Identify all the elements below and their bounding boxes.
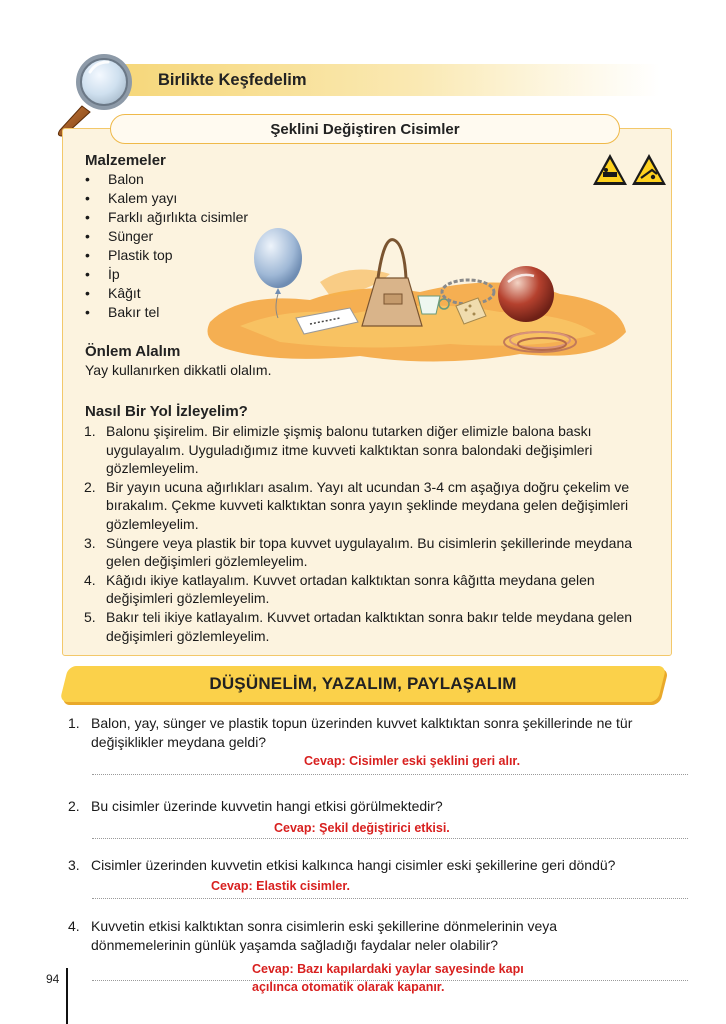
procedure-step: 1. Balonu şişirelim. Bir elimizle şişmiş balonu tutarken diğer elimizle balona baskı uygulayalım. Uyguladığımız itme kuvveti kalktıktan sonra balondaki değişimleri gözlemleyelim. — [84, 423, 593, 477]
answer-3: Cevap: Elastik cisimler. — [211, 879, 350, 893]
procedure-step: 2. Bir yayın ucuna ağırlıkları asalım. Yayı alt ucundan 3-4 cm aşağıya doğru çekelim ve bırakalım. Çekme kuvveti kalktıktan sonra yayın şeklinde meydana gelen değişimleri gözlemleyelim. — [84, 478, 630, 532]
answer-1: Cevap: Cisimler eski şeklini geri alır. — [304, 754, 521, 768]
answer-line — [92, 774, 688, 775]
procedure-step: 3. Süngere veya plastik bir topa kuvvet uygulayalım. Bu cisimlerin şekillerinde meydana gelen değişimleri gözlemleyelim. — [84, 534, 633, 570]
question-1: 1. Balon, yay, sünger ve plastik topun üzerinden kuvvet kalktıktan sonra şekillerinde ne tür değişiklikler meydana geldi? — [68, 715, 633, 750]
material-item: • Kâğıt — [85, 284, 248, 303]
material-item: • Kalem yayı — [85, 189, 248, 208]
material-item: • Farklı ağırlıkta cisimler — [85, 208, 248, 227]
answer-2: Cevap: Şekil değiştirici etkisi. — [274, 821, 450, 835]
material-item: • Sünger — [85, 227, 248, 246]
caution-warning-icon — [593, 154, 627, 185]
discussion-banner-title: DÜŞÜNELİM, YAZALIM, PAYLAŞALIM — [209, 674, 517, 693]
caution-text: Yay kullanırken dikkatli olalım. — [85, 362, 272, 378]
safety-warning-icon — [632, 154, 666, 185]
caution-heading: Önlem Alalım — [85, 343, 181, 360]
procedure-heading: Nasıl Bir Yol İzleyelim? — [85, 403, 248, 420]
plastic-ball-icon — [498, 266, 554, 322]
material-item: • Balon — [85, 170, 248, 189]
question-3: 3. Cisimler üzerinden kuvvetin etkisi kalkınca hangi cisimler eski şekillerine geri döndü? — [68, 857, 616, 873]
procedure-steps — [84, 422, 664, 645]
material-item: • Bakır tel — [85, 303, 248, 322]
materials-heading: Malzemeler — [85, 152, 166, 169]
material-item: • İp — [85, 265, 248, 284]
warning-icons — [592, 152, 668, 188]
answer-4-line-2: açılınca otomatik olarak kapanır. — [252, 980, 445, 994]
procedure-step: 5. Bakır teli ikiye katlayalım. Kuvvet ortadan kalktıktan sonra bakır telde meydana gelen değişimleri gözlemleyelim. — [84, 608, 633, 644]
page-number: 94 — [46, 972, 60, 986]
answer-line — [92, 898, 688, 899]
answer-line — [92, 838, 688, 839]
section-header-title: Birlikte Keşfedelim — [158, 71, 307, 89]
page-margin-rule — [66, 968, 68, 1024]
procedure-step: 4. Kâğıdı ikiye katlayalım. Kuvvet ortadan kalktıktan sonra kâğıtta meydana gelen değişimleri gözlemleyelim. — [84, 571, 595, 607]
materials-illustration — [200, 222, 630, 372]
question-4: 4. Kuvvetin etkisi kalktıktan sonra cisimlerin eski şekillerine dönmelerinin veya dönmemelerinin günlük yaşamda sağladığı faydalar neler olabilir? — [68, 918, 558, 953]
question-2: 2. Bu cisimler üzerinde kuvvetin hangi etkisi görülmektedir? — [68, 798, 443, 814]
answer-4-line-1: Cevap: Bazı kapılardaki yaylar sayesinde kapı — [252, 962, 524, 976]
material-item: • Plastik top — [85, 246, 248, 265]
activity-title: Şeklini Değiştiren Cisimler — [110, 114, 620, 144]
